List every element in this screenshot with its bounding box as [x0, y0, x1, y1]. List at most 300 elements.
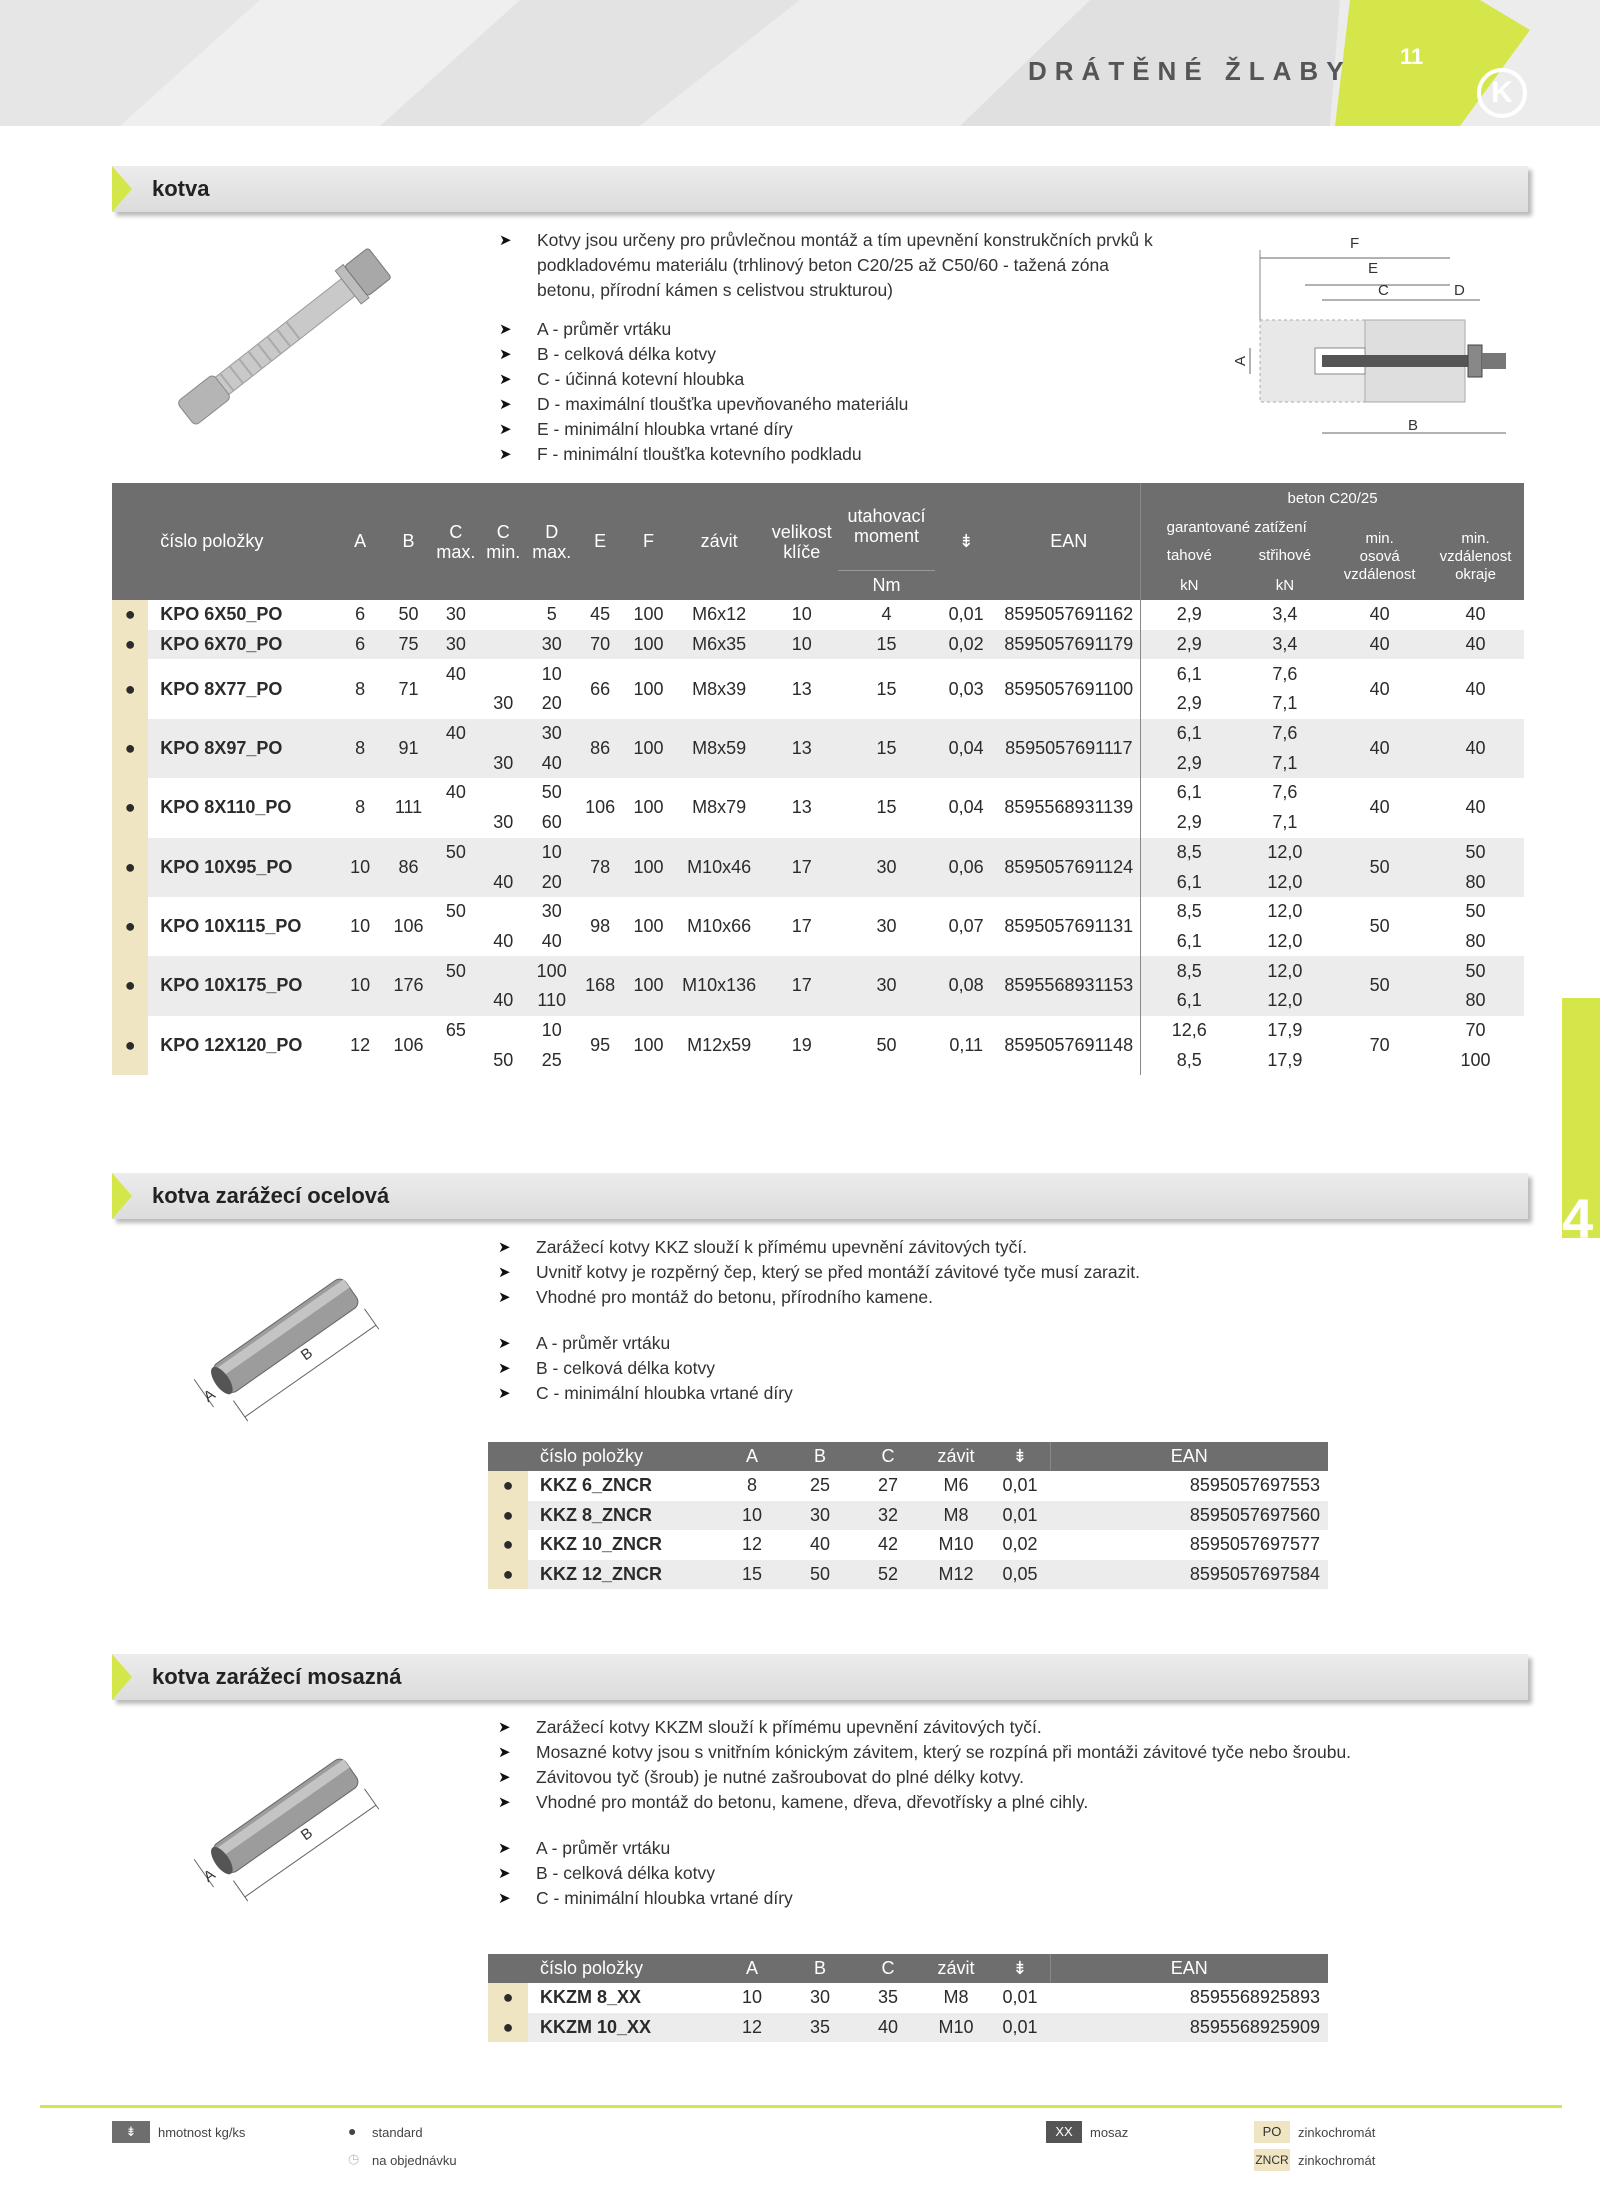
cell-weight: 0,02: [1002, 1534, 1038, 1555]
cell-weight: 0,06: [935, 838, 998, 897]
kkz-table: [488, 1442, 1328, 1589]
cell-shear: 12,0: [1237, 838, 1332, 868]
cell-thread: M8x79: [692, 797, 747, 818]
dim-label-e: E: [1368, 260, 1379, 277]
item-code: KPO 8X97_PO: [148, 719, 336, 778]
standard-dot-icon: ●: [112, 630, 148, 660]
list-item: ➤ Mosazné kotvy jsou s vnitřním kónickým závitem, který se rozpíná při montáži závitové tyče nebo šroubu.: [494, 1740, 1534, 1765]
cell-d-max: 50: [541, 782, 562, 803]
cell-shear: 3,4: [1237, 630, 1332, 660]
po-legend-label: zinkochromát: [1298, 2125, 1376, 2140]
dim-label-a: A: [200, 1386, 219, 1406]
col-code: číslo položky: [148, 483, 336, 600]
cell-c-min: 50: [493, 1049, 514, 1070]
cell-shear: 7,6: [1237, 719, 1332, 749]
col-ean: EAN: [1050, 1442, 1328, 1471]
cell-ean: 8595568931153: [997, 956, 1140, 1015]
cell-c-max: [433, 1045, 479, 1075]
cell-b: 75: [384, 630, 432, 660]
cell-d-max: 20: [541, 693, 562, 714]
cell-f: 100: [624, 838, 672, 897]
cell-c-max: 40: [433, 719, 479, 749]
cell-b: 106: [393, 1034, 424, 1055]
cell-c-min: 40: [493, 930, 514, 951]
cell-c-min: [479, 778, 527, 808]
col-f: F: [624, 483, 672, 600]
cell-axial: 40: [1369, 797, 1390, 818]
section-bar-kotva-mosazna: [112, 1654, 1528, 1700]
arrow-icon: ➤: [499, 396, 512, 413]
cell-key: 19: [791, 1034, 812, 1055]
standard-dot-icon: ●: [112, 719, 148, 778]
arrow-icon: ➤: [498, 1335, 511, 1352]
standard-dot-icon: ●: [488, 1471, 528, 1501]
cell-d-max: 5: [546, 604, 557, 625]
kkz-table-body: [488, 1471, 1328, 1589]
cell-f: 100: [633, 916, 664, 937]
col-thread: závit: [673, 483, 766, 600]
arrow-icon: ➤: [498, 1264, 511, 1281]
item-code: KKZ 12_ZNCR: [528, 1560, 718, 1590]
kpo-table-body: [112, 600, 1524, 1075]
col-a: A: [718, 1954, 786, 1983]
cell-a: 10: [741, 1987, 763, 2008]
cell-ean: 8595057691162: [1004, 604, 1134, 625]
cell-edge: 40: [1427, 719, 1524, 778]
cell-b: 30: [809, 1987, 831, 2008]
cell-edge: 40: [1427, 630, 1524, 660]
table-row: [112, 630, 1524, 660]
table-row: [112, 600, 1524, 630]
cell-axial: 40: [1369, 678, 1390, 699]
cell-tension: 8,5: [1141, 897, 1238, 927]
cell-ean: 8595057691100: [1004, 678, 1134, 699]
cell-a: 10: [718, 1501, 786, 1531]
cell-c-min: 30: [493, 812, 514, 833]
zncr-legend-label: zinkochromát: [1298, 2153, 1376, 2168]
section-marker-icon: [112, 1654, 132, 1700]
cell-e: 106: [585, 797, 616, 818]
arrow-icon: ➤: [499, 421, 512, 438]
cell-c-min: [479, 956, 527, 986]
cell-e: 66: [590, 678, 611, 699]
page-number: 11: [1400, 44, 1424, 69]
cell-weight: 0,01: [990, 2013, 1050, 2043]
cell-c-max: 30: [445, 604, 466, 625]
cell-key: 17: [791, 916, 812, 937]
col-code: číslo položky: [528, 1442, 718, 1471]
arrow-icon: ➤: [498, 1239, 511, 1256]
cell-shear: 7,6: [1272, 663, 1298, 684]
cell-c-min: [479, 630, 527, 660]
cell-b: 111: [394, 797, 423, 818]
list-item: ➤ C - minimální hloubka vrtané díry: [494, 1886, 1394, 1911]
cell-axial: 50: [1369, 916, 1390, 937]
table-row: [112, 719, 1524, 749]
col-ean: EAN: [997, 483, 1140, 600]
cell-ean: 8595057691131: [1004, 916, 1134, 937]
cell-weight: 0,03: [948, 678, 984, 699]
cell-c-max: [433, 808, 479, 838]
cell-f: 100: [633, 797, 664, 818]
cell-c: 32: [854, 1501, 922, 1531]
list-item: ➤ C - minimální hloubka vrtané díry: [494, 1381, 1394, 1406]
cell-e: 95: [590, 1034, 611, 1055]
cell-tension: 6,1: [1141, 778, 1238, 808]
item-code: KPO 8X110_PO: [160, 797, 292, 818]
cell-shear: 12,0: [1267, 930, 1303, 951]
cell-moment: 50: [876, 1034, 897, 1055]
cell-c-max: [433, 867, 479, 897]
arrow-icon: ➤: [498, 1289, 511, 1306]
cell-shear: 17,9: [1267, 1049, 1303, 1070]
cell-edge: 80: [1427, 867, 1524, 897]
cell-b: 91: [384, 719, 432, 778]
xx-code-badge: XX: [1046, 2121, 1082, 2143]
cell-thread: M8: [943, 1987, 969, 2008]
cell-d-max: 30: [528, 719, 576, 749]
cell-thread: M10x46: [673, 838, 766, 897]
dim-label-a: A: [1232, 355, 1249, 366]
table-row: [112, 956, 1524, 986]
standard-dot-icon: ●: [112, 600, 148, 630]
cell-a: 6: [355, 604, 366, 625]
cell-thread: M6x35: [673, 630, 766, 660]
cell-ean: 8595568931139: [1004, 797, 1134, 818]
cell-c-min: 30: [479, 748, 527, 778]
cell-moment: 30: [876, 916, 897, 937]
table-row: [112, 897, 1524, 927]
cell-ean: 8595057691179: [997, 630, 1140, 660]
cell-b: 35: [786, 2013, 854, 2043]
list-item: ➤ A - průměr vrtáku: [494, 1836, 1394, 1861]
cell-edge: 50: [1465, 901, 1486, 922]
cell-thread: M6x12: [692, 604, 747, 625]
cell-key: 17: [766, 956, 839, 1015]
cell-edge: 80: [1465, 930, 1486, 951]
list-item: ➤ D - maximální tloušťka upevňovaného materiálu: [495, 392, 1255, 417]
arrow-icon: ➤: [498, 1360, 511, 1377]
arrow-icon: ➤: [498, 1840, 511, 1857]
cell-weight: 0,08: [935, 956, 998, 1015]
cell-weight: 0,02: [935, 630, 998, 660]
cell-weight: 0,01: [1002, 1987, 1038, 2008]
cell-ean: 8595057697560: [1050, 1501, 1328, 1531]
cell-shear: 12,0: [1237, 956, 1332, 986]
header-title: DRÁTĚNÉ ŽLABY: [1028, 56, 1352, 86]
cell-moment: 15: [876, 678, 897, 699]
cell-c-max: 50: [433, 956, 479, 986]
cell-c-max: [433, 748, 479, 778]
cell-a: 10: [350, 916, 371, 937]
item-code: KKZM 10_XX: [528, 2013, 718, 2043]
cell-weight: 0,05: [990, 1560, 1050, 1590]
arrow-icon: ➤: [498, 1769, 511, 1786]
cell-c-max: 50: [433, 838, 479, 868]
col-a: A: [718, 1442, 786, 1471]
cell-c-min: [479, 1016, 527, 1046]
list-item: ➤ Kotvy jsou určeny pro průvlečnou montáž a tím upevnění konstrukčních prvků k podkladovému materiálu (trhlinový beton C20/25 až C50/60 - tažená zóna betonu, přírodní kámen s celistvou strukturou): [499, 230, 1153, 300]
cell-c: 27: [877, 1475, 899, 1496]
cell-c-max: 40: [445, 782, 466, 803]
standard-dot-icon: ●: [488, 2013, 528, 2043]
cell-key: 17: [766, 838, 839, 897]
cell-d-max: 40: [541, 930, 562, 951]
cell-weight: 0,11: [949, 1034, 984, 1055]
cell-axial: 70: [1369, 1034, 1390, 1055]
table-row: [488, 1530, 1328, 1560]
mosazna-description-list: [494, 1715, 1534, 1815]
list-item: ➤ Vhodné pro montáž do betonu, přírodního kamene.: [494, 1285, 1394, 1310]
table-row: [112, 659, 1524, 689]
cell-tension: 8,5: [1141, 1045, 1238, 1075]
cell-c-max: [433, 927, 479, 957]
list-item: ➤ Zarážecí kotvy KKZM slouží k přímému upevnění závitových tyčí.: [494, 1715, 1534, 1740]
cell-e: 45: [590, 604, 611, 625]
cell-b: 50: [786, 1560, 854, 1590]
item-code: KPO 10X95_PO: [148, 838, 336, 897]
po-code-badge: PO: [1254, 2121, 1290, 2143]
item-code: KPO 8X77_PO: [160, 678, 283, 699]
anchor-dimension-diagram: [1210, 228, 1530, 443]
cell-ean: 8595057691117: [997, 719, 1140, 778]
col-edge: min. vzdálenost okraje: [1427, 514, 1524, 600]
section-title: kotva zarážecí ocelová: [152, 1183, 390, 1208]
dot-column-header: [112, 483, 148, 600]
cell-f: 100: [633, 1034, 664, 1055]
cell-c-min: [479, 659, 527, 689]
brass-drop-in-anchor-image: [180, 1730, 390, 1915]
cell-moment: 15: [876, 797, 897, 818]
cell-key: 13: [766, 719, 839, 778]
cell-thread: M10x136: [673, 956, 766, 1015]
col-load: garantované zatížení: [1141, 514, 1333, 541]
header-background: [0, 0, 1600, 126]
col-code: číslo položky: [528, 1954, 718, 1983]
cell-tension: 6,1: [1141, 986, 1238, 1016]
list-item: ➤ E - minimální hloubka vrtané díry: [495, 417, 1255, 442]
item-code: KPO 10X115_PO: [160, 916, 302, 937]
cell-a: 10: [336, 838, 384, 897]
ocelova-legend-list: [494, 1331, 1394, 1406]
cell-shear: 7,1: [1272, 812, 1298, 833]
cell-a: 8: [336, 719, 384, 778]
list-item: ➤ Uvnitř kotvy je rozpěrný čep, který se před montáží závitové tyče musí zarazit.: [494, 1260, 1394, 1285]
chapter-side-tab: 4: [1562, 998, 1600, 1238]
table-row: [112, 838, 1524, 868]
cell-shear: 7,1: [1237, 748, 1332, 778]
col-b: B: [786, 1954, 854, 1983]
col-b: B: [384, 483, 432, 600]
cell-e: 70: [576, 630, 624, 660]
cell-c-min: 30: [493, 693, 514, 714]
cell-c-min: 40: [479, 867, 527, 897]
cell-edge: 80: [1427, 986, 1524, 1016]
cell-edge: 50: [1427, 956, 1524, 986]
cell-ean: 8595057691148: [1004, 1034, 1134, 1055]
list-item: ➤ F - minimální tloušťka kotevního podkladu: [495, 442, 1255, 467]
cell-f: 100: [624, 719, 672, 778]
cell-a: 8: [746, 1475, 757, 1496]
section-title: kotva zarážecí mosazná: [152, 1664, 402, 1689]
cell-thread: M12: [922, 1560, 990, 1590]
section-bar-kotva: [112, 166, 1528, 212]
cell-weight: 0,01: [990, 1501, 1050, 1531]
dim-label-b: B: [297, 1344, 316, 1365]
item-code: KKZ 6_ZNCR: [540, 1475, 653, 1496]
list-item: ➤ A - průměr vrtáku: [495, 317, 1255, 342]
cell-tension: 2,9: [1141, 689, 1238, 719]
cell-edge: 40: [1465, 678, 1486, 699]
cell-weight: 0,01: [1002, 1475, 1038, 1496]
cell-key: 10: [791, 604, 812, 625]
cell-moment: 4: [881, 604, 892, 625]
cell-ean: 8595057697553: [1189, 1475, 1320, 1496]
anchor-bolt-image: [140, 238, 430, 438]
cell-edge: 40: [1465, 604, 1486, 625]
col-c: C: [854, 1954, 922, 1983]
cell-d-max: 10: [541, 1019, 562, 1040]
cell-c: 42: [877, 1534, 899, 1555]
list-item: ➤ B - celková délka kotvy: [494, 1356, 1394, 1381]
cell-ean: 8595568925909: [1050, 2013, 1328, 2043]
cell-d-max: 60: [541, 812, 562, 833]
cell-e: 78: [576, 838, 624, 897]
col-c-max: C max.: [433, 483, 479, 600]
cell-thread: M10: [922, 2013, 990, 2043]
item-code: KKZM 8_XX: [540, 1987, 642, 2008]
standard-dot-icon: ●: [112, 956, 148, 1015]
cell-c-max: 65: [445, 1019, 466, 1040]
section-bar-kotva-ocelova: [112, 1173, 1528, 1219]
order-legend-label: na objednávku: [372, 2153, 457, 2168]
cell-b: 40: [809, 1534, 831, 1555]
col-tension-unit: kN: [1141, 570, 1238, 600]
cell-weight: 0,01: [948, 604, 984, 625]
arrow-icon: ➤: [499, 232, 512, 249]
cell-axial: 50: [1332, 838, 1427, 897]
weight-legend-icon: ⇟: [112, 2121, 150, 2143]
col-shear: střihové: [1237, 541, 1332, 570]
cell-tension: 2,9: [1141, 808, 1238, 838]
cell-key: 13: [791, 678, 812, 699]
arrow-icon: ➤: [499, 346, 512, 363]
xx-legend-label: mosaz: [1090, 2125, 1129, 2140]
cell-c: 40: [854, 2013, 922, 2043]
cell-thread: M6: [943, 1475, 969, 1496]
col-weight: ⇟: [935, 483, 998, 600]
table-row: [488, 2013, 1328, 2043]
cell-edge: 70: [1465, 1019, 1486, 1040]
table-row: [488, 1983, 1328, 2013]
cell-tension: 2,9: [1141, 600, 1238, 630]
cell-shear: 17,9: [1267, 1019, 1303, 1040]
cell-c-min: 40: [479, 986, 527, 1016]
table-row: [112, 778, 1524, 808]
cell-moment: 15: [838, 719, 935, 778]
cell-tension: 8,5: [1141, 838, 1238, 868]
list-item: ➤ B - celková délka kotvy: [494, 1861, 1394, 1886]
cell-edge: 40: [1465, 797, 1486, 818]
table-row: [112, 1016, 1524, 1046]
standard-dot-icon: ●: [348, 2123, 357, 2139]
cell-f: 100: [624, 630, 672, 660]
standard-dot-icon: ●: [488, 1983, 528, 2013]
dot-column-header: [488, 1954, 528, 1983]
kotva-description-list: [495, 228, 1255, 303]
cell-c: 35: [877, 1987, 899, 2008]
cell-a: 10: [336, 956, 384, 1015]
standard-dot-icon: ●: [488, 1501, 528, 1531]
cell-c-max: 40: [445, 663, 466, 684]
col-weight: ⇟: [990, 1442, 1050, 1471]
cell-a: 12: [741, 1534, 763, 1555]
col-moment-unit: Nm: [838, 570, 935, 600]
brand-logo: K: [1477, 68, 1527, 118]
arrow-icon: ➤: [498, 1865, 511, 1882]
standard-dot-icon: ●: [112, 838, 148, 897]
cell-b: 25: [809, 1475, 831, 1496]
cell-e: 168: [576, 956, 624, 1015]
weight-legend-label: hmotnost kg/ks: [158, 2125, 246, 2140]
cell-shear: 12,0: [1237, 986, 1332, 1016]
cell-edge: 50: [1427, 838, 1524, 868]
cell-d-max: 10: [541, 663, 562, 684]
cell-moment: 15: [838, 630, 935, 660]
cell-ean: 8595568925893: [1189, 1987, 1320, 2008]
col-key: velikost klíče: [766, 483, 839, 600]
cell-tension: 2,9: [1141, 630, 1238, 660]
cell-a: 6: [336, 630, 384, 660]
table-row: [488, 1560, 1328, 1590]
standard-dot-icon: ●: [488, 1530, 528, 1560]
cell-b: 176: [384, 956, 432, 1015]
cell-f: 100: [633, 604, 664, 625]
cell-shear: 7,6: [1272, 782, 1298, 803]
cell-axial: 40: [1332, 719, 1427, 778]
cell-tension: 2,9: [1141, 748, 1238, 778]
cell-c-max: [433, 986, 479, 1016]
kkzm-table: [488, 1954, 1328, 2042]
cell-c-min: [479, 838, 527, 868]
cell-axial: 50: [1332, 956, 1427, 1015]
cell-tension: 6,1: [1141, 659, 1238, 689]
item-code: KPO 12X120_PO: [160, 1034, 303, 1055]
section-marker-icon: [112, 1173, 132, 1219]
steel-drop-in-anchor-image: [180, 1250, 390, 1435]
col-thread: závit: [922, 1954, 990, 1983]
cell-d-max: 30: [528, 630, 576, 660]
list-item: ➤ B - celková délka kotvy: [495, 342, 1255, 367]
col-shear-unit: kN: [1237, 570, 1332, 600]
cell-key: 13: [791, 797, 812, 818]
cell-d-max: 10: [528, 838, 576, 868]
cell-a: 15: [718, 1560, 786, 1590]
cell-c-min: [479, 897, 527, 927]
cell-a: 12: [350, 1034, 371, 1055]
list-item: ➤ Zarážecí kotvy KKZ slouží k přímému upevnění závitových tyčí.: [494, 1235, 1394, 1260]
ocelova-description-list: [494, 1235, 1394, 1310]
list-item: ➤ Vhodné pro montáž do betonu, kamene, dřeva, dřevotřísky a plné cihly.: [494, 1790, 1534, 1815]
cell-thread: M8x39: [692, 678, 747, 699]
cell-shear: 12,0: [1237, 867, 1332, 897]
cell-e: 86: [576, 719, 624, 778]
section-title: kotva: [152, 176, 210, 201]
dim-label-c: C: [1378, 282, 1389, 299]
cell-ean: 8595057697577: [1189, 1534, 1320, 1555]
col-b: B: [786, 1442, 854, 1471]
cell-c-max: 50: [445, 901, 466, 922]
